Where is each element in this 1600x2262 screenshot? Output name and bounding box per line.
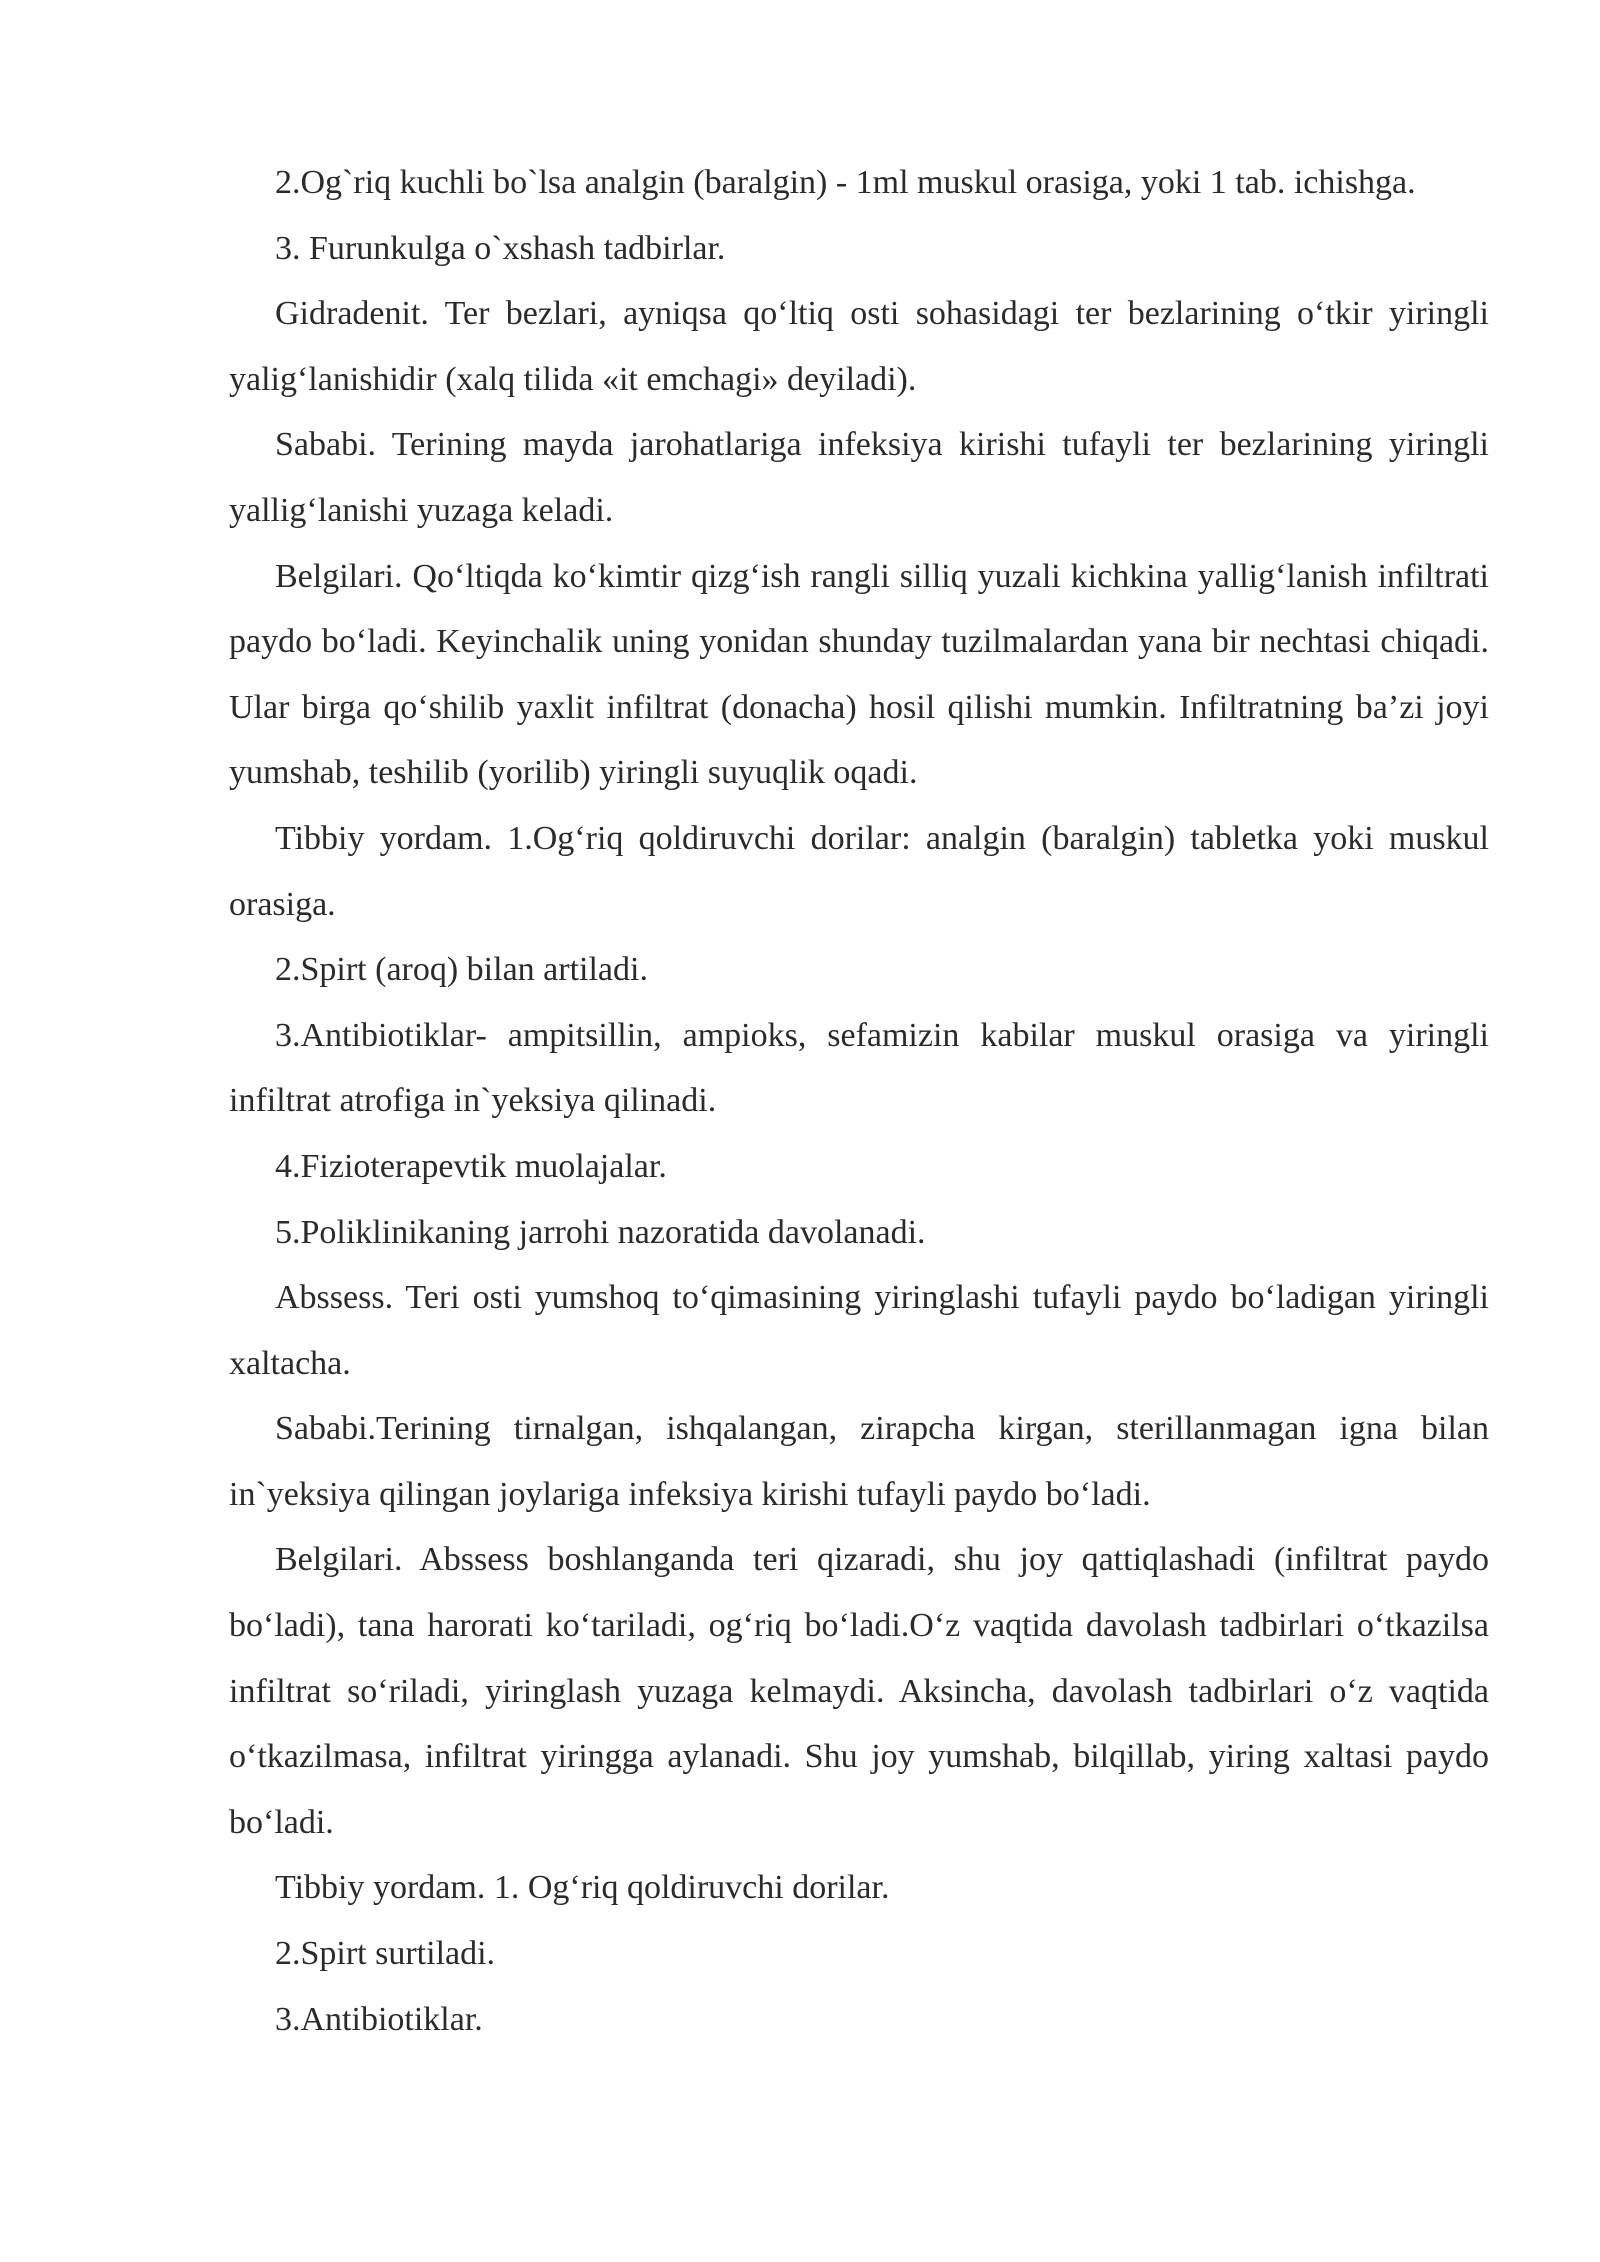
paragraph-spirt-wipe: 2.Spirt (aroq) bilan artiladi. — [275, 951, 648, 989]
paragraph-abssess-definition: Abssess. Teri osti yumshoq to‘qimasining yiringlashi tufayli paydo bo‘ladigan yiringli xaltacha. — [229, 1279, 1489, 1382]
paragraph-furunkul-measures: 3. Furunkulga o`xshash tadbirlar. — [275, 229, 726, 267]
paragraph-gidradenit-definition: Gidradenit. Ter bezlari, ayniqsa qo‘ltiq osti sohasidagi ter bezlarining o‘tkir yiringli yalig‘lanishidir (xalq tilida «it emchagi» deyiladi). — [229, 295, 1489, 398]
paragraph-gidradenit-treatment: Tibbiy yordam. 1.Og‘riq qoldiruvchi dorilar: analgin (baralgin) tabletka yoki muskul orasiga. — [229, 819, 1489, 923]
paragraph-antibiotics: 3.Antibiotiklar. — [275, 2000, 483, 2038]
paragraph-spirt-apply: 2.Spirt surtiladi. — [275, 1935, 496, 1973]
document-body — [229, 150, 1489, 2052]
paragraph-abssess-cause: Sababi.Terining tirnalgan, ishqalangan, zirapcha kirgan, sterillanmagan igna bilan in`yeksiya qilingan joylariga infeksiya kirishi tufayli paydo bo‘ladi. — [229, 1410, 1489, 1513]
paragraph-gidradenit-cause: Sababi. Terining mayda jarohatlariga infeksiya kirishi tufayli ter bezlarining yiringli yallig‘lanishi yuzaga keladi. — [229, 426, 1489, 529]
paragraph-analgin-dose: 2.Og`riq kuchli bo`lsa analgin (baralgin) - 1ml muskul orasiga, yoki 1 tab. ichishga. — [275, 164, 1416, 201]
paragraph-abssess-signs: Belgilari. Abssess boshlanganda teri qizaradi, shu joy qattiqlashadi (infiltrat paydo bo‘ladi), tana harorati ko‘tariladi, og‘riq bo‘ladi.O‘z vaqtida davolash tadbirlari o‘tkazilsa infiltrat so‘riladi, yiringlash yuzaga kelmaydi. Aksincha, davolash tadbirlari o‘z vaqtida o‘tkazilmasa, infiltrat yiringga aylanadi. Shu joy yumshab, bilqillab, yiring xaltasi paydo bo‘ladi. — [229, 1541, 1489, 1841]
paragraph-gidradenit-signs: Belgilari. Qo‘ltiqda ko‘kimtir qizg‘ish rangli silliq yuzali kichkina yallig‘lanish infiltrati paydo bo‘ladi. Keyinchalik uning yonidan shunday tuzilmalardan yana bir nechtasi chiqadi. Ular birga qo‘shilib yaxlit infiltrat (donacha) hosil qilishi mumkin. Infiltratning ba’zi joyi yumshab, teshilib (yorilib) yiringli suyuqlik oqadi. — [229, 557, 1489, 792]
paragraph-abssess-treatment: Tibbiy yordam. 1. Og‘riq qoldiruvchi dorilar. — [275, 1869, 890, 1907]
paragraph-antibiotics-injection: 3.Antibiotiklar- ampitsillin, ampioks, sefamizin kabilar muskul orasiga va yiringli infiltrat atrofiga in`yeksiya qilinadi. — [229, 1016, 1489, 1120]
paragraph-physiotherapy: 4.Fizioterapevtik muolajalar. — [275, 1147, 667, 1185]
paragraph-polyclinic: 5.Poliklinikaning jarrohi nazoratida davolanadi. — [275, 1213, 926, 1251]
